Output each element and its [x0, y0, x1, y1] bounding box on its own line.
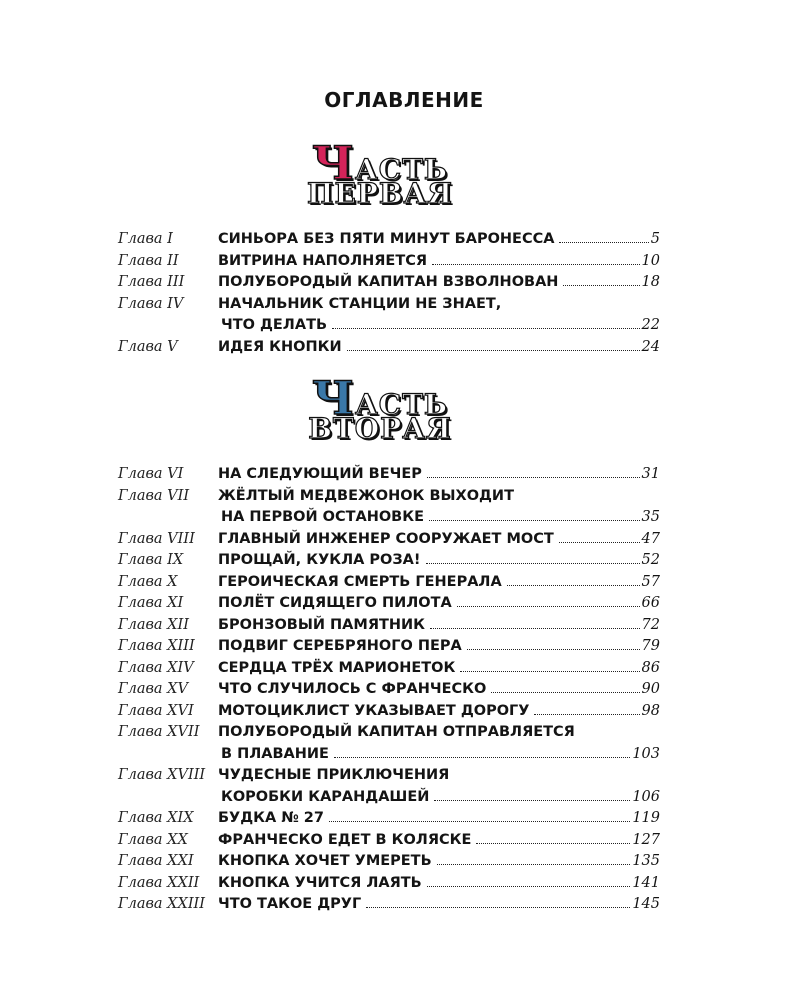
page-number: 5 — [650, 231, 660, 247]
page-number: 145 — [632, 896, 660, 912]
toc-entry — [118, 339, 660, 361]
chapter-label: Глава XXII — [118, 874, 200, 891]
dot-leader — [426, 563, 640, 564]
chapter-title: СЕРДЦА ТРЁХ МАРИОНЕТОК — [218, 659, 456, 676]
chapter-title: КНОПКА ХОЧЕТ УМЕРЕТЬ — [218, 853, 432, 869]
chapter-label: Глава II — [118, 252, 179, 269]
page-number: 52 — [641, 552, 660, 568]
chapter-title: БРОНЗОВЫЙ ПАМЯТНИК — [218, 616, 425, 633]
chapter-title: ЖЁЛТЫЙ МЕДВЕЖОНОК ВЫХОДИТ — [218, 487, 514, 504]
chapter-title: ПОЛЁТ СИДЯЩЕГО ПИЛОТА — [218, 595, 452, 611]
page-number: 103 — [632, 745, 660, 762]
part-two-header — [290, 371, 470, 445]
chapter-label: Глава I — [118, 231, 173, 247]
page-title: ОГЛАВЛЕНИЕ — [324, 88, 484, 112]
chapter-label: Глава XIV — [118, 659, 194, 676]
dot-leader — [559, 542, 640, 543]
dot-leader — [347, 350, 640, 351]
part-one-word: АСТЬ — [354, 153, 449, 186]
part-two-number: ВТОРАЯ — [308, 412, 452, 445]
chapter-label: Глава XX — [118, 831, 188, 848]
page-number: 119 — [632, 810, 660, 826]
dot-leader — [329, 821, 630, 822]
toc-entry — [118, 253, 660, 275]
toc-entry — [118, 296, 660, 318]
dot-leader — [429, 520, 640, 521]
page-number: 57 — [641, 573, 660, 590]
dot-leader — [427, 477, 640, 478]
page-number: 72 — [641, 616, 660, 633]
chapter-label: Глава V — [118, 338, 178, 355]
chapter-label: Глава XII — [118, 616, 189, 633]
chapter-title: ЧУДЕСНЫЕ ПРИКЛЮЧЕНИЯ — [218, 767, 450, 783]
toc-entry — [118, 789, 660, 811]
chapter-title: КНОПКА УЧИТСЯ ЛАЯТЬ — [218, 874, 422, 891]
chapter-label: Глава XV — [118, 681, 188, 697]
chapter-title: ЧТО СЛУЧИЛОСЬ С ФРАНЧЕСКО — [218, 681, 487, 697]
chapter-label: Глава XVIII — [118, 767, 206, 783]
page-number: 127 — [632, 831, 660, 848]
chapter-label: Глава IV — [118, 295, 184, 312]
page-number: 86 — [641, 659, 660, 676]
chapter-title: НА ПЕРВОЙ ОСТАНОВКЕ — [221, 509, 424, 525]
page-number: 90 — [641, 681, 660, 697]
page-number: 10 — [641, 252, 660, 269]
page-number: 35 — [641, 509, 660, 525]
toc-part-one — [118, 231, 660, 360]
chapter-title: КОРОБКИ КАРАНДАШЕЙ — [221, 788, 430, 805]
page-number: 98 — [641, 702, 660, 719]
dot-leader — [430, 628, 640, 629]
dot-leader — [476, 843, 630, 844]
dot-leader — [366, 907, 630, 908]
toc-part-two — [118, 466, 660, 918]
dot-leader — [457, 606, 640, 607]
chapter-title: ИДЕЯ КНОПКИ — [218, 338, 342, 355]
part-one-initial: Ч — [311, 136, 355, 190]
dot-leader — [332, 328, 640, 329]
toc-entry — [118, 681, 660, 703]
dot-leader — [434, 800, 630, 801]
chapter-label: Глава XVII — [118, 724, 200, 740]
toc-entry — [118, 896, 660, 918]
chapter-label: Глава VII — [118, 487, 190, 504]
page-number: 31 — [641, 466, 660, 482]
dot-leader — [437, 864, 631, 865]
page-number: 79 — [641, 638, 660, 654]
dot-leader — [334, 757, 630, 758]
chapter-title: НАЧАЛЬНИК СТАНЦИИ НЕ ЗНАЕТ, — [218, 295, 502, 312]
chapter-title: ПРОЩАЙ, КУКЛА РОЗА! — [218, 552, 421, 568]
page-number: 135 — [632, 853, 660, 869]
toc-entry — [118, 853, 660, 875]
page-number: 141 — [632, 874, 660, 891]
page-number: 22 — [641, 317, 660, 333]
chapter-title: МОТОЦИКЛИСТ УКАЗЫВАЕТ ДОРОГУ — [218, 702, 530, 719]
toc-entry — [118, 531, 660, 553]
toc-entry — [118, 509, 660, 531]
toc-entry — [118, 767, 660, 789]
dot-leader — [432, 264, 640, 265]
dot-leader — [427, 886, 631, 887]
chapter-label: Глава VIII — [118, 530, 195, 547]
chapter-label: Глава XXIII — [118, 896, 205, 912]
toc-entry — [118, 574, 660, 596]
toc-entry — [118, 595, 660, 617]
chapter-title: СИНЬОРА БЕЗ ПЯТИ МИНУТ БАРОНЕССА — [218, 231, 555, 247]
chapter-label: Глава III — [118, 274, 185, 290]
page-number: 24 — [641, 338, 660, 355]
toc-entry — [118, 488, 660, 510]
part-one-header — [290, 136, 470, 210]
dot-leader — [563, 285, 639, 286]
toc-entry — [118, 875, 660, 897]
page-number: 106 — [632, 788, 660, 805]
toc-entry — [118, 466, 660, 488]
toc-entry — [118, 724, 660, 746]
dot-leader — [491, 692, 639, 693]
chapter-label: Глава XI — [118, 595, 184, 611]
toc-entry — [118, 703, 660, 725]
chapter-title: ЧТО ТАКОЕ ДРУГ — [218, 896, 362, 912]
chapter-label: Глава X — [118, 573, 178, 590]
chapter-title: В ПЛАВАНИЕ — [221, 745, 329, 762]
chapter-label: Глава VI — [118, 466, 184, 482]
chapter-title: НА СЛЕДУЮЩИЙ ВЕЧЕР — [218, 466, 422, 482]
toc-entry — [118, 231, 660, 253]
chapter-label: Глава XXI — [118, 853, 194, 869]
dot-leader — [507, 585, 640, 586]
chapter-title: ПОЛУБОРОДЫЙ КАПИТАН ОТПРАВЛЯЕТСЯ — [218, 724, 575, 740]
page-number: 66 — [641, 595, 660, 611]
chapter-label: Глава XIX — [118, 810, 194, 826]
page-number: 18 — [641, 274, 660, 290]
chapter-label: Глава IX — [118, 552, 184, 568]
toc-entry — [118, 638, 660, 660]
toc-entry — [118, 552, 660, 574]
part-two-initial: Ч — [311, 371, 355, 425]
toc-entry — [118, 617, 660, 639]
dot-leader — [534, 714, 639, 715]
chapter-label: Глава XVI — [118, 702, 194, 719]
chapter-title: ПОЛУБОРОДЫЙ КАПИТАН ВЗВОЛНОВАН — [218, 274, 559, 290]
dot-leader — [467, 649, 640, 650]
chapter-label: Глава XIII — [118, 638, 195, 654]
page-number: 47 — [641, 530, 660, 547]
chapter-title: ФРАНЧЕСКО ЕДЕТ В КОЛЯСКЕ — [218, 831, 472, 848]
toc-entry — [118, 317, 660, 339]
chapter-title: ЧТО ДЕЛАТЬ — [221, 317, 328, 333]
toc-entry — [118, 832, 660, 854]
toc-entry — [118, 746, 660, 768]
chapter-title: ПОДВИГ СЕРЕБРЯНОГО ПЕРА — [218, 638, 462, 654]
chapter-title: ГЛАВНЫЙ ИНЖЕНЕР СООРУЖАЕТ МОСТ — [218, 530, 554, 547]
part-two-word: АСТЬ — [354, 388, 449, 421]
chapter-title: ВИТРИНА НАПОЛНЯЕТСЯ — [218, 252, 428, 269]
chapter-title: БУДКА № 27 — [218, 810, 324, 826]
part-one-number: ПЕРВАЯ — [307, 177, 453, 210]
chapter-title: ГЕРОИЧЕСКАЯ СМЕРТЬ ГЕНЕРАЛА — [218, 573, 502, 590]
toc-entry — [118, 660, 660, 682]
toc-entry — [118, 274, 660, 296]
dot-leader — [460, 671, 639, 672]
toc-entry — [118, 810, 660, 832]
dot-leader — [559, 242, 648, 243]
